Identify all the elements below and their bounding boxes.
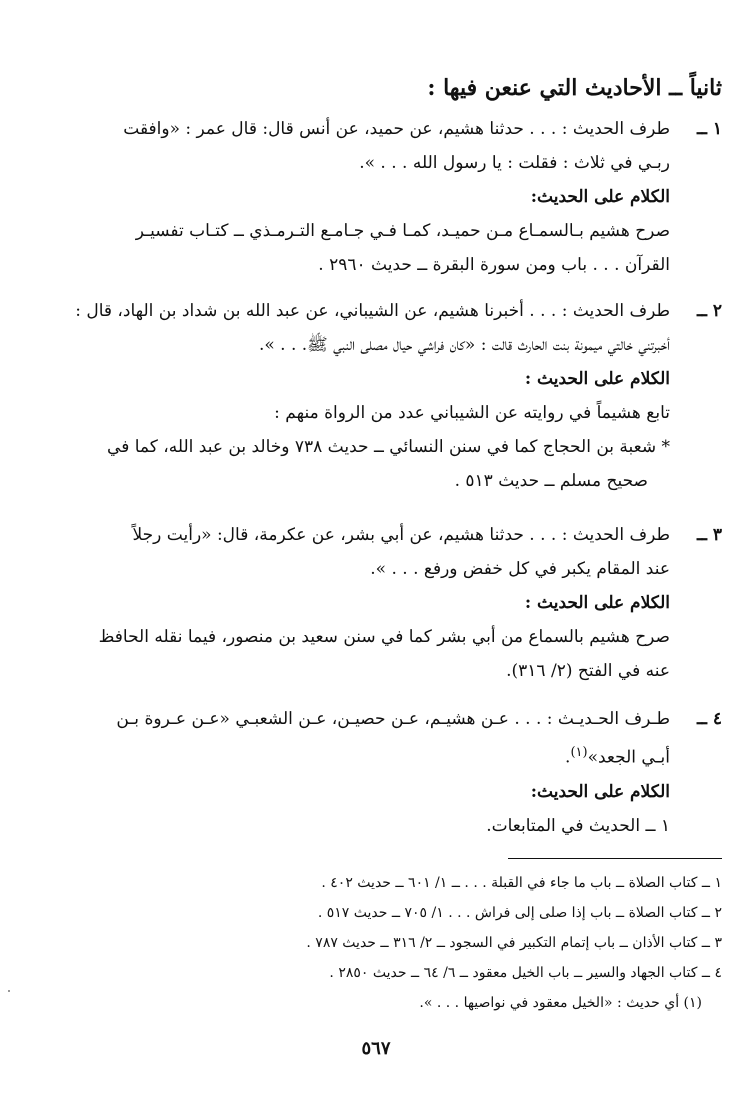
- item-number: ٣ ــ: [696, 525, 722, 545]
- hadith-line: عند المقام يكبر في كل خفض ورفع . . . ».: [370, 559, 670, 579]
- hadith-line: * شعبة بن الحجاج كما في سنن النسائي ــ حديث ٧٣٨ وخالد بن عبد الله، كما في: [107, 437, 670, 457]
- discussion-label: الكلام على الحديث :: [524, 369, 670, 389]
- hadith-line: صرح هشيم بـالسمـاع مـن حميـد، كمـا فـي جـامـع التـرمـذي ــ كتـاب تفسيـر: [135, 221, 670, 241]
- hadith-line: عنه في الفتح (٢/ ٣١٦).: [506, 661, 670, 681]
- hadith-line: ربـي في ثلاث : فقلت : يا رسول الله . . . ».: [359, 153, 670, 173]
- hadith-line: طرف الحديث : . . . حدثنا هشيم، عن حميد، عن أنس قال: قال عمر : «وافقت: [123, 119, 670, 139]
- footnote-reference: (١): [570, 745, 588, 760]
- item-number: ١ ــ: [696, 119, 722, 139]
- hadith-item-2: [42, 294, 722, 498]
- hadith-line: طرف الحديث : . . . حدثنا هشيم، عن أبي بشر، عن عكرمة، قال: «رأيت رجلاً: [132, 525, 670, 545]
- hadith-line: أخبرتني خالتي ميمونة بنت الحارث قالت : «كان فراشي حيال مصلى النبي ﷺ. . . ».: [258, 335, 670, 355]
- section-heading: ثانياً ــ الأحاديث التي عنعن فيها :: [427, 75, 722, 101]
- discussion-label: الكلام على الحديث:: [530, 781, 670, 802]
- hadith-line: صحيح مسلم ــ حديث ٥١٣ .: [454, 471, 648, 491]
- item-number: ٢ ــ: [696, 301, 722, 321]
- discussion-label: الكلام على الحديث :: [524, 593, 670, 613]
- hadith-item-3: [42, 518, 722, 688]
- footnote-separator: [508, 858, 722, 859]
- footnotes: [40, 868, 722, 1018]
- hadith-item-1: [42, 112, 722, 282]
- footnote-line: (١) أي حديث : «الخيل معقود في نواصيها . . . ».: [419, 995, 702, 1011]
- page-number: ٥٦٧: [361, 1038, 391, 1059]
- hadith-line: القرآن . . . باب ومن سورة البقرة ــ حديث ٢٩٦٠ .: [318, 255, 670, 275]
- hadith-line: ١ ــ الحديث في المتابعات.: [486, 815, 670, 836]
- hadith-line: طرف الحديث : . . . أخبرنا هشيم، عن الشيباني، عن عبد الله بن شداد بن الهاد، قال :: [75, 301, 670, 321]
- item-number: ٤ ــ: [696, 709, 722, 729]
- hadith-line: طـرف الحـديـث : . . . عـن هشيـم، عـن حصيـن، عـن الشعبـي «عـن عـروة بـن: [116, 709, 670, 729]
- hadith-line: صرح هشيم بالسماع من أبي بشر كما في سنن سعيد بن منصور، فيما نقله الحافظ: [98, 627, 670, 647]
- hadith-line: أبـي الجعد»: [587, 747, 670, 768]
- footnote-line: ٤ ــ كتاب الجهاد والسير ــ باب الخيل معقود ــ ٦/ ٦٤ ــ حديث ٢٨٥٠ .: [329, 965, 722, 981]
- hadith-item-4: ٤ ــطـرف الحـديـث : . . . عـن هشيـم، عـن حصيـن، عـن الشعبـي «عـن عـروة بـن أبـي الجعد»$^{(١)}$. الكلام على الحديث: ١ ــ الحديث في المتابعات.: [42, 702, 722, 843]
- footnote-line: ٢ ــ كتاب الصلاة ــ باب إذا صلى إلى فراش . . . ١/ ٧٠٥ ــ حديث ٥١٧ .: [317, 905, 722, 921]
- footnote-line: ٣ ــ كتاب الأذان ــ باب إتمام التكبير في السجود ــ ٢/ ٣١٦ ــ حديث ٧٨٧ .: [306, 935, 722, 951]
- discussion-label: الكلام على الحديث:: [530, 187, 670, 207]
- footnote-line: ١ ــ كتاب الصلاة ــ باب ما جاء في القبلة . . . ــ ١/ ٦٠١ ــ حديث ٤٠٢ .: [321, 875, 722, 891]
- scan-speck: [8, 990, 10, 992]
- hadith-line: تابع هشيماً في روايته عن الشيباني عدد من الرواة منهم :: [274, 403, 670, 423]
